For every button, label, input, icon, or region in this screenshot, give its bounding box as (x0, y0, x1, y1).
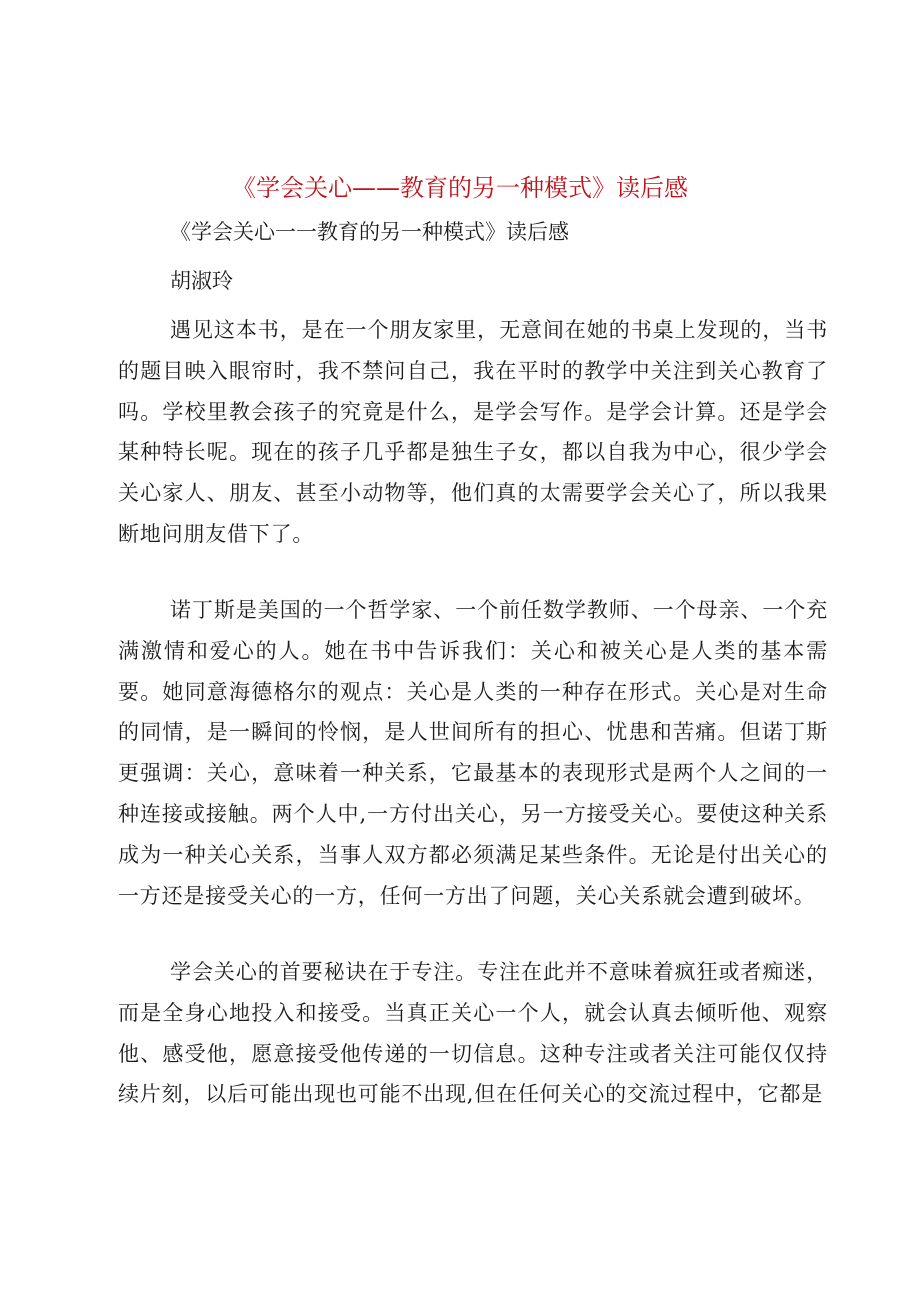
author-name: 胡淑玲 (170, 269, 233, 293)
body-paragraph: 诺丁斯是美国的一个哲学家、一个前任数学教师、一个母亲、一个充满激情和爱心的人。她在书中告诉我们：关心和被关心是人类的基本需要。她同意海德格尔的观点：关心是人类的一种存在形式。关心是对生命的同情，是一瞬间的怜悯，是人世间所有的担心、忧患和苦痛。但诺丁斯更强调：关心，意味着一种关系，它最基本的表现形式是两个人之间的一种连接或接触。两个人中,一方付出关心，另一方接受关心。要使这种关系成为一种关心关系，当事人双方都必须满足某些条件。无论是付出关心的一方还是接受关心的一方，任何一方出了问题，关心关系就会遭到破坏。 (118, 598, 828, 908)
document-title: 《学会关心——教育的另一种模式》读后感 (232, 174, 688, 202)
body-paragraph: 学会关心的首要秘诀在于专注。专注在此并不意味着疯狂或者痴迷，而是全身心地投入和接受。当真正关心一个人，就会认真去倾听他、观察他、感受他，愿意接受他传递的一切信息。这种专注或者关注可能仅仅持续片刻，以后可能出现也可能不出现,但在任何关心的交流过程中，它都是 (118, 960, 828, 1107)
body-paragraph: 遇见这本书，是在一个朋友家里，无意间在她的书桌上发现的，当书的题目映入眼帘时，我不禁问自己，我在平时的教学中关注到关心教育了吗。学校里教会孩子的究竟是什么，是学会写作。是学会计算。还是学会某种特长呢。现在的孩子几乎都是独生子女，都以自我为中心，很少学会关心家人、朋友、甚至小动物等，他们真的太需要学会关心了，所以我果断地问朋友借下了。 (118, 318, 828, 546)
document-subtitle: 《学会关心一一教育的另一种模式》读后感 (170, 220, 569, 244)
